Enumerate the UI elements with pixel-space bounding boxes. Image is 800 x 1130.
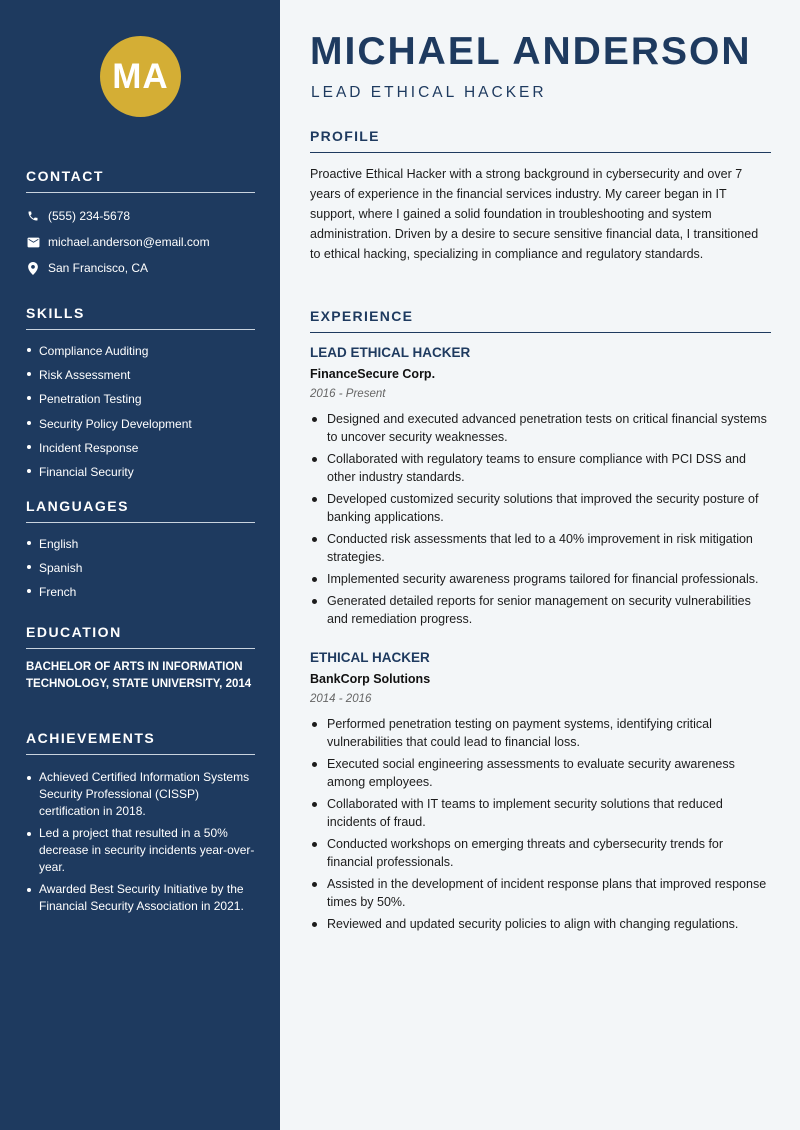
job-company: FinanceSecure Corp. — [310, 367, 436, 381]
list-item: Implemented security awareness programs tailored for financial professionals. — [310, 570, 772, 588]
list-item: Financial Security — [26, 462, 255, 486]
list-item: French — [26, 582, 255, 606]
location-pin-icon — [26, 261, 40, 275]
job-dates: 2016 - Present — [310, 388, 386, 400]
job-bullets — [310, 410, 772, 628]
list-item: Incident Response — [26, 438, 255, 462]
email-text: michael.anderson@email.com — [48, 235, 210, 249]
experience-heading: EXPERIENCE — [310, 308, 771, 333]
list-item: Developed customized security solutions that improved the security posture of banking applications. — [310, 490, 772, 526]
candidate-name: MICHAEL ANDERSON — [310, 30, 752, 73]
list-item: Achieved Certified Information Systems Security Professional (CISSP) certification in 2018. — [26, 769, 255, 820]
languages-heading: LANGUAGES — [26, 498, 255, 523]
contact-email — [26, 229, 255, 255]
job-entry — [310, 345, 772, 632]
list-item: Reviewed and updated security policies to align with changing regulations. — [310, 915, 772, 933]
profile-text: Proactive Ethical Hacker with a strong background in cybersecurity and over 7 years of experience in the financial services industry. My career began in IT support, where I gained a solid foundation in troubleshooting and system administration. Driven by a desire to secure sensitive financial data, I transitioned to ethical hacking, specializing in compliance and regulatory standards. — [310, 167, 759, 261]
list-item: Generated detailed reports for senior management on security vulnerabilities and remediation progress. — [310, 592, 772, 628]
job-bullets — [310, 715, 772, 933]
skills-list — [26, 341, 255, 486]
contact-heading: CONTACT — [26, 168, 255, 193]
candidate-title: LEAD ETHICAL HACKER — [311, 84, 547, 101]
list-item: Assisted in the development of incident response plans that improved response times by 50%. — [310, 875, 772, 911]
sidebar — [0, 0, 280, 1130]
list-item: Security Policy Development — [26, 414, 255, 438]
list-item: Conducted workshops on emerging threats and cybersecurity trends for financial professionals. — [310, 835, 772, 871]
list-item: Penetration Testing — [26, 389, 255, 413]
list-item: Conducted risk assessments that led to a 40% improvement in risk mitigation strategies. — [310, 530, 772, 566]
list-item: English — [26, 534, 255, 558]
contact-section — [26, 168, 255, 281]
list-item: Spanish — [26, 558, 255, 582]
phone-icon — [26, 209, 40, 223]
achievements-heading: ACHIEVEMENTS — [26, 730, 255, 755]
mail-icon — [26, 235, 40, 249]
contact-phone — [26, 203, 255, 229]
job-company: BankCorp Solutions — [310, 672, 431, 686]
skills-heading: SKILLS — [26, 305, 255, 330]
list-item: Risk Assessment — [26, 365, 255, 389]
job-title: ETHICAL HACKER — [310, 650, 430, 665]
education-heading: EDUCATION — [26, 624, 255, 649]
contact-location — [26, 255, 255, 281]
job-title: LEAD ETHICAL HACKER — [310, 345, 471, 360]
location-text: San Francisco, CA — [48, 261, 149, 275]
education-section — [26, 624, 255, 693]
list-item: Collaborated with regulatory teams to ensure compliance with PCI DSS and other industry standards. — [310, 450, 772, 486]
list-item: Performed penetration testing on payment systems, identifying critical vulnerabilities that could lead to financial loss. — [310, 715, 772, 751]
profile-heading: PROFILE — [310, 128, 771, 153]
list-item: Executed social engineering assessments to evaluate security awareness among employees. — [310, 755, 772, 791]
list-item: Designed and executed advanced penetration tests on critical financial systems to uncover security weaknesses. — [310, 410, 772, 446]
list-item: Compliance Auditing — [26, 341, 255, 365]
achievements-section — [26, 730, 255, 920]
job-dates: 2014 - 2016 — [310, 693, 372, 705]
education-degree: BACHELOR OF ARTS IN INFORMATION TECHNOLOGY, STATE UNIVERSITY, 2014 — [26, 661, 252, 690]
list-item: Awarded Best Security Initiative by the Financial Security Association in 2021. — [26, 881, 255, 915]
languages-section — [26, 498, 255, 607]
job-entry — [310, 650, 772, 937]
phone-text: (555) 234-5678 — [48, 209, 131, 223]
achievements-list — [26, 769, 255, 915]
list-item: Collaborated with IT teams to implement security solutions that reduced incidents of fraud. — [310, 795, 772, 831]
avatar: MA — [100, 36, 181, 117]
languages-list — [26, 534, 255, 607]
skills-section — [26, 305, 255, 486]
list-item: Led a project that resulted in a 50% decrease in security incidents year-over-year. — [26, 825, 255, 876]
